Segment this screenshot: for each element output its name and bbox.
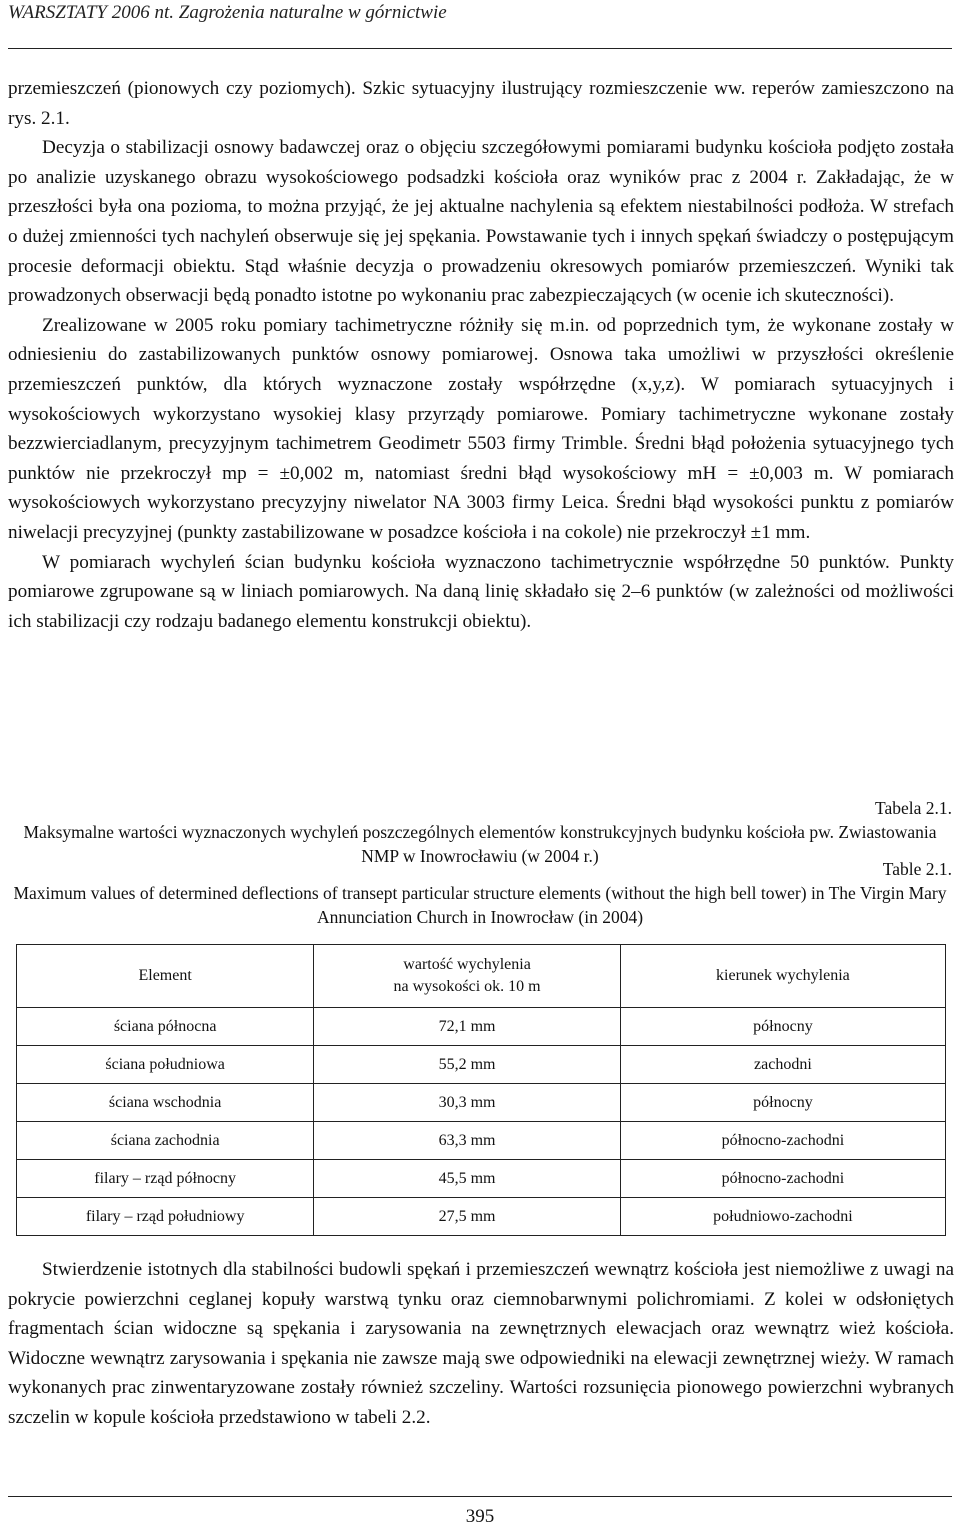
cell-value: 30,3 mm bbox=[314, 1084, 621, 1122]
cell-value: 72,1 mm bbox=[314, 1008, 621, 1046]
table-label-en: Table 2.1. bbox=[882, 859, 952, 879]
cell-element: filary – rząd południowy bbox=[17, 1198, 314, 1236]
body-text-bottom bbox=[8, 1255, 954, 1433]
deflection-table bbox=[16, 944, 946, 1236]
page-number: 395 bbox=[465, 1506, 495, 1527]
closing-paragraph: Stwierdzenie istotnych dla stabilności budowli spękań i przemieszczeń wewnątrz kościoła jest niemożliwe z uwagi na pokrycie powierzchni ceglanej kopuły warstwą tynku oraz ciemnobarwnymi polichromiami. Z kolei w odsłoniętych fragmentach ścian widoczne są spękania i zarysowania na zewnętrznych elewacjach oraz wewnątrz wież kościoła. Widoczne wewnątrz zarysowania i spękania nie zawsze mają swe odpowiedniki na elewacji zewnętrznej wieży. W ramach wykonanych prac zinwentaryzowane zostały również szczeliny. Wartości rozsunięcia pionowego powierzchni wybranych szczelin w kopule kościoła przedstawiono w tabeli 2.2. bbox=[8, 1259, 954, 1428]
cell-direction: zachodni bbox=[620, 1046, 945, 1084]
cell-direction: północny bbox=[620, 1084, 945, 1122]
cell-direction: południowo-zachodni bbox=[620, 1198, 945, 1236]
cell-value: 45,5 mm bbox=[314, 1160, 621, 1198]
paragraph-1: przemieszczeń (pionowych czy poziomych). Szkic sytuacyjny ilustrujący rozmieszczenie ww. reperów zamieszczono na rys. 2.1. bbox=[8, 78, 954, 129]
cell-value: 63,3 mm bbox=[314, 1122, 621, 1160]
cell-direction: północny bbox=[620, 1008, 945, 1046]
paragraph-2: Decyzja o stabilizacji osnowy badawczej oraz o objęciu szczegółowymi pomiarami budynku kościoła podjęto została po analizie uzyskanego obrazu wysokościowego podsadzki kościoła oraz wyników prac z 2004 r. Zakładając, że w przeszłości była ona pozioma, to można przyjąć, że jej aktualne nachylenia są efektem niestabilności podłoża. W strefach o dużej zmienności tych nachyleń obserwuje się jej spękania. Powstawanie tych i innych spękań świadczy o postępującym procesie deformacji obiektu. Stąd właśnie decyzja o prowadzeniu okresowych pomiarów przemieszczeń. Wyniki tak prowadzonych obserwacji będą ponadto istotne po wykonaniu prac zabezpieczających (w ocenie ich skuteczności). bbox=[8, 137, 954, 307]
cell-element: filary – rząd północny bbox=[17, 1160, 314, 1198]
table-row bbox=[17, 1198, 946, 1236]
table-row bbox=[17, 1046, 946, 1084]
table-label-pl: Tabela 2.1. bbox=[874, 798, 952, 818]
table-header-row bbox=[17, 945, 946, 1008]
header-rule bbox=[8, 48, 952, 49]
cell-direction: północno-zachodni bbox=[620, 1160, 945, 1198]
cell-element: ściana północna bbox=[17, 1008, 314, 1046]
cell-element: ściana południowa bbox=[17, 1046, 314, 1084]
cell-element: ściana zachodnia bbox=[17, 1122, 314, 1160]
table-caption-en: Maximum values of determined deflections of transept particular structure elements (without the high bell tower) in The Virgin Mary Annunciation Church in Inowrocław (in 2004) bbox=[13, 883, 947, 927]
cell-value: 27,5 mm bbox=[314, 1198, 621, 1236]
header-deflection-value-line2: na wysokości ok. 10 m bbox=[393, 978, 541, 995]
running-header: WARSZTATY 2006 nt. Zagrożenia naturalne w górnictwie bbox=[8, 2, 447, 23]
header-deflection-value bbox=[314, 945, 621, 1008]
footer-rule bbox=[8, 1496, 952, 1497]
table-row bbox=[17, 1122, 946, 1160]
body-text-top bbox=[8, 74, 954, 636]
cell-value: 55,2 mm bbox=[314, 1046, 621, 1084]
header-deflection-direction: kierunek wychylenia bbox=[620, 945, 945, 1008]
cell-element: ściana wschodnia bbox=[17, 1084, 314, 1122]
cell-direction: północno-zachodni bbox=[620, 1122, 945, 1160]
table-row bbox=[17, 1160, 946, 1198]
paragraph-4: W pomiarach wychyleń ścian budynku kościoła wyznaczono tachimetrycznie współrzędne 50 punktów. Punkty pomiarowe zgrupowane są w liniach pomiarowych. Na daną linię składało się 2–6 punktów (w zależności od możliwości ich stabilizacji czy rodzaju badanego elementu konstrukcji obiektu). bbox=[8, 551, 954, 632]
table-row bbox=[17, 1008, 946, 1046]
table-caption-pl: Maksymalne wartości wyznaczonych wychyleń poszczególnych elementów konstrukcyjnych budynku kościoła pw. Zwiastowania NMP w Inowrocławiu (w 2004 r.) bbox=[23, 822, 937, 866]
paragraph-3: Zrealizowane w 2005 roku pomiary tachimetryczne różniły się m.in. od poprzednich tym, że wykonane zostały w odniesieniu do zastabilizowanych punktów osnowy pomiarowej. Osnowa taka umożliwi w przyszłości określenie przemieszczeń punktów, dla których wyznaczone zostały współrzędne (x,y,z). W pomiarach sytuacyjnych i wysokościowych wykorzystano wysokiej klasy przyrządy pomiarowe. Pomiary tachimetryczne wykonane zostały bezzwierciadlanym, precyzyjnym tachimetrem Geodimetr 5503 firmy Trimble. Średni błąd położenia sytuacyjnego tych punktów nie przekroczył mp = ±0,002 m, natomiast średni błąd wysokościowy mH = ±0,003 m. W pomiarach wysokościowych wykorzystano precyzyjny niwelator NA 3003 firmy Leica. Średni błąd wysokości punktu z pomiarów niwelacji precyzyjnej (punkty zastabilizowane w posadzce kościoła i na cokole) nie przekroczył ±1 mm. bbox=[8, 314, 954, 543]
table-row bbox=[17, 1084, 946, 1122]
header-deflection-value-line1: wartość wychylenia bbox=[403, 956, 531, 973]
header-element: Element bbox=[17, 945, 314, 1008]
